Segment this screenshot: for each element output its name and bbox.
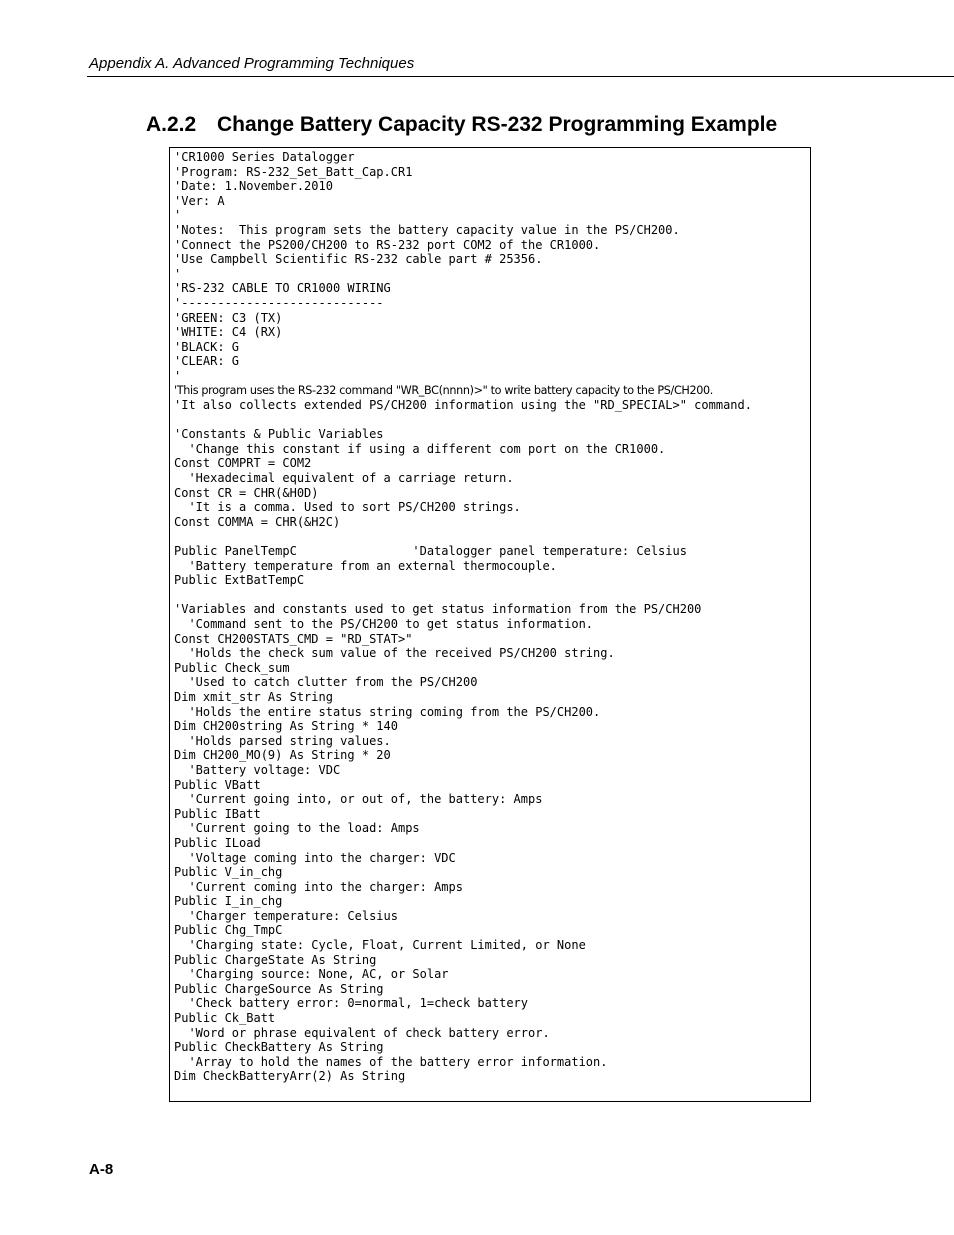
code-line: ' bbox=[174, 208, 182, 223]
code-line: Const CR = CHR(&H0D) bbox=[174, 485, 319, 500]
code-line: 'Notes: This program sets the battery capacity value in the PS/CH200. bbox=[174, 222, 680, 237]
code-line: Public V_in_chg bbox=[174, 865, 283, 880]
code-line: Dim CheckBatteryArr(2) As String bbox=[174, 1069, 406, 1084]
code-line: ' bbox=[174, 266, 182, 281]
code-line: Public Ck_Batt bbox=[174, 1011, 276, 1026]
section-title-text: Change Battery Capacity RS-232 Programming Example bbox=[217, 113, 778, 136]
code-line: 'Ver: A bbox=[174, 193, 225, 208]
code-line: 'CR1000 Series Datalogger bbox=[174, 150, 355, 164]
code-line: ' bbox=[174, 368, 182, 383]
code-line: 'Constants & Public Variables bbox=[174, 427, 384, 442]
code-line: 'Holds the check sum value of the received PS/CH200 string. bbox=[174, 646, 615, 661]
section-title bbox=[146, 112, 777, 138]
code-line: 'WHITE: C4 (RX) bbox=[174, 325, 283, 340]
code-line: Public ExtBatTempC bbox=[174, 573, 305, 588]
code-line: 'GREEN: C3 (TX) bbox=[174, 310, 283, 325]
code-line bbox=[174, 588, 810, 603]
code-line: 'Voltage coming into the charger: VDC bbox=[174, 850, 456, 865]
code-line: Public ILoad bbox=[174, 835, 261, 850]
code-line: 'RS-232 CABLE TO CR1000 WIRING bbox=[174, 281, 391, 296]
code-line: 'BLACK: G bbox=[174, 339, 240, 354]
code-line: Public Check_sum bbox=[174, 660, 290, 675]
code-line: 'Command sent to the PS/CH200 to get status information. bbox=[174, 617, 594, 631]
code-line: Public I_in_chg bbox=[174, 894, 283, 909]
code-line: 'Variables and constants used to get status information from the PS/CH200 bbox=[174, 602, 702, 617]
code-line: 'Check battery error: 0=normal, 1=check battery bbox=[174, 996, 529, 1011]
header-rule bbox=[87, 76, 954, 77]
code-line: 'Date: 1.November.2010 bbox=[174, 179, 333, 194]
code-line: Public ChargeState As String bbox=[174, 952, 377, 967]
code-line: 'Charging source: None, AC, or Solar bbox=[174, 967, 449, 982]
code-line: Const CH200STATS_CMD = "RD_STAT>" bbox=[174, 631, 413, 646]
code-line: 'Hexadecimal equivalent of a carriage return. bbox=[174, 471, 514, 486]
code-line: Dim xmit_str As String bbox=[174, 689, 333, 704]
code-line: 'Change this constant if using a different com port on the CR1000. bbox=[174, 441, 666, 456]
code-line: 'Holds the entire status string coming from the PS/CH200. bbox=[174, 704, 601, 719]
code-line: 'Connect the PS200/CH200 to RS-232 port COM2 of the CR1000. bbox=[174, 237, 601, 252]
code-listing bbox=[170, 148, 810, 1084]
code-line: Const COMPRT = COM2 bbox=[174, 456, 312, 471]
section-number: A.2.2 bbox=[146, 113, 197, 136]
code-line: 'It is a comma. Used to sort PS/CH200 strings. bbox=[174, 500, 521, 515]
code-listing-box bbox=[169, 147, 811, 1102]
code-line: 'Current going into, or out of, the battery: Amps bbox=[174, 792, 543, 807]
code-line: Public PanelTempC 'Datalogger panel temperature: Celsius bbox=[174, 544, 687, 559]
code-line: 'CLEAR: G bbox=[174, 354, 240, 369]
code-line: Dim CH200string As String * 140 bbox=[174, 719, 398, 734]
code-line: 'Used to catch clutter from the PS/CH200 bbox=[174, 675, 478, 690]
code-line: 'Battery temperature from an external thermocouple. bbox=[174, 558, 557, 573]
code-line: 'This program uses the RS-232 command "WR_BC(nnnn)>" to write battery capacity to the PS/CH200. bbox=[174, 383, 714, 397]
code-line: Public VBatt bbox=[174, 777, 261, 792]
code-line: Public CheckBattery As String bbox=[174, 1040, 384, 1055]
code-line: Const COMMA = CHR(&H2C) bbox=[174, 514, 341, 529]
running-header: Appendix A. Advanced Programming Techniques bbox=[89, 55, 415, 72]
page-number: A-8 bbox=[89, 1161, 114, 1178]
code-line: 'Array to hold the names of the battery error information. bbox=[174, 1054, 608, 1069]
code-line: 'Battery voltage: VDC bbox=[174, 762, 341, 777]
code-line: '---------------------------- bbox=[174, 295, 384, 310]
code-line: Public IBatt bbox=[174, 806, 261, 821]
code-line: 'Holds parsed string values. bbox=[174, 733, 391, 748]
code-line: 'Current going to the load: Amps bbox=[174, 821, 420, 836]
code-line: Public ChargeSource As String bbox=[174, 981, 384, 996]
code-line: 'Use Campbell Scientific RS-232 cable part # 25356. bbox=[174, 252, 543, 267]
code-line: 'It also collects extended PS/CH200 information using the "RD_SPECIAL>" command. bbox=[174, 398, 752, 413]
code-line: 'Program: RS-232_Set_Batt_Cap.CR1 bbox=[174, 164, 413, 179]
code-line: 'Current coming into the charger: Amps bbox=[174, 879, 463, 894]
code-line: 'Word or phrase equivalent of check battery error. bbox=[174, 1025, 550, 1040]
code-line: 'Charging state: Cycle, Float, Current Limited, or None bbox=[174, 938, 586, 953]
code-line: 'Charger temperature: Celsius bbox=[174, 908, 398, 923]
code-line: Dim CH200_MO(9) As String * 20 bbox=[174, 748, 391, 763]
code-line: Public Chg_TmpC bbox=[174, 923, 283, 938]
code-line bbox=[174, 529, 810, 544]
code-line bbox=[174, 413, 810, 428]
